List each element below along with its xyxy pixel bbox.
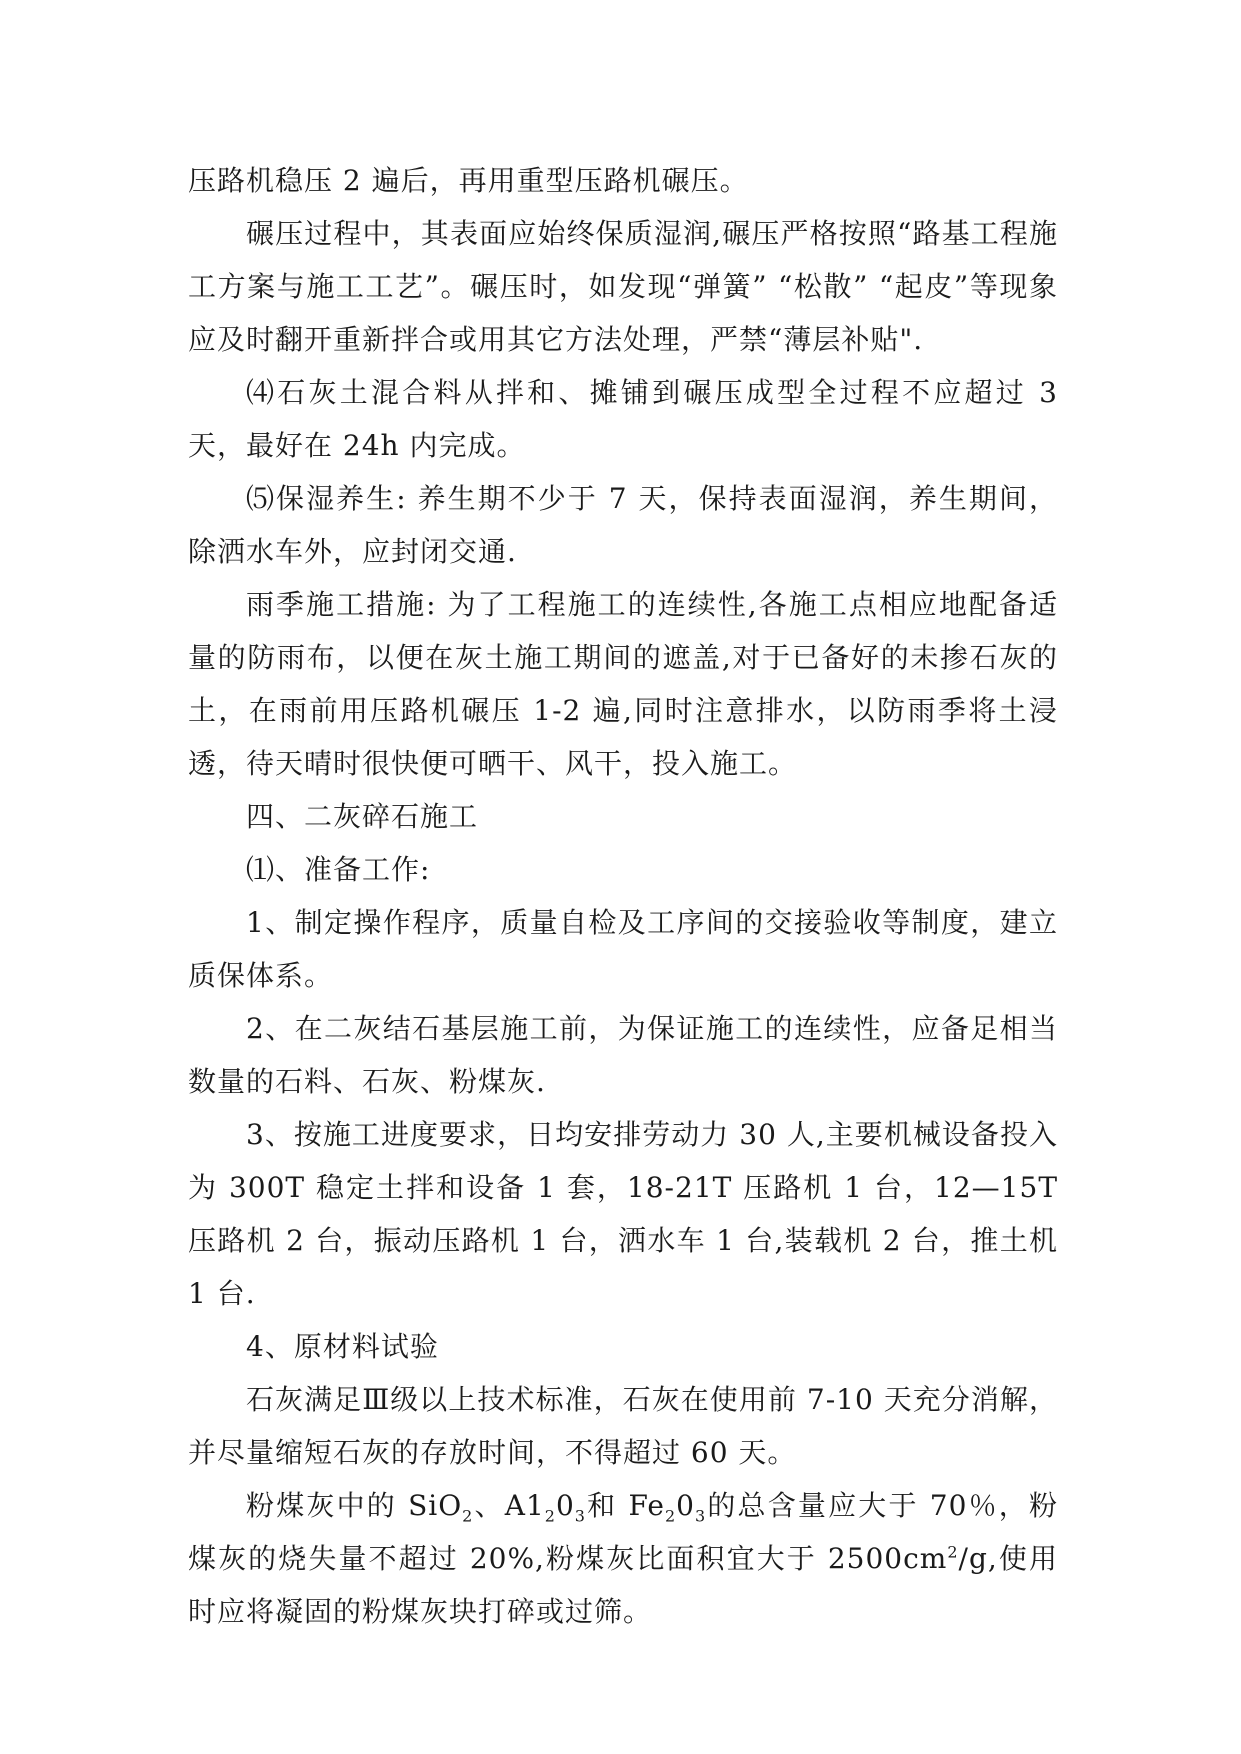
paragraph-10: 4、原材料试验 <box>246 1330 439 1363</box>
paragraph-4: ⑸保湿养生: 养生期不少于 7 天，保持表面湿润，养生期间，除洒水车外，应封闭交通. <box>188 482 1058 568</box>
paragraph-1: 压路机稳压 2 遍后，再用重型压路机碾压。 <box>188 164 749 197</box>
paragraph-6: ⑴、准备工作: <box>246 853 431 886</box>
document-body <box>188 154 1058 1638</box>
paragraph-7: 1、制定操作程序，质量自检及工序间的交接验收等制度，建立质保体系。 <box>188 906 1058 992</box>
flyash-sub-3: 3 <box>574 1506 586 1526</box>
paragraph-flyash <box>188 1479 1058 1638</box>
flyash-text-7: /g,使用时应将凝固的粉煤灰块打碎或过筛。 <box>188 1542 1058 1628</box>
paragraph-3: ⑷石灰土混合料从拌和、摊铺到碾压成型全过程不应超过 3 天，最好在 24h 内完成。 <box>188 376 1058 462</box>
flyash-sup-1: 2 <box>947 1542 959 1562</box>
flyash-text-4: 和 Fe <box>585 1489 665 1522</box>
paragraph-5: 雨季施工措施: 为了工程施工的连续性,各施工点相应地配备适量的防雨布，以便在灰土施工期间的遮盖,对于已备好的未掺石灰的土，在雨前用压路机碾压 1-2 遍,同时注意排水，以防雨季将土浸透，待天晴时很快便可晒干、风干，投入施工。 <box>188 588 1058 780</box>
paragraph-8: 2、在二灰结石基层施工前，为保证施工的连续性，应备足相当数量的石料、石灰、粉煤灰. <box>188 1012 1058 1098</box>
paragraph-2: 碾压过程中，其表面应始终保质湿润,碾压严格按照“路基工程施工方案与施工工艺”。碾压时，如发现“弹簧” “松散” “起皮”等现象应及时翻开重新拌合或用其它方法处理，严禁“薄层补贴". <box>188 217 1058 356</box>
flyash-text-6: 的总含量应大于 70％，粉煤灰的烧失量不超过 20%,粉煤灰比面积宜大于 2500cm <box>188 1489 1058 1575</box>
flyash-text-2: 、A1 <box>473 1489 545 1522</box>
flyash-sub-5: 3 <box>694 1506 707 1526</box>
flyash-text-5: 0 <box>676 1489 695 1522</box>
paragraph-9: 3、按施工进度要求，日均安排劳动力 30 人,主要机械设备投入为 300T 稳定土拌和设备 1 套，18-21T 压路机 1 台，12—15T 压路机 2 台，振动压路机 1 台，洒水车 1 台,装载机 2 台，推土机 1 台. <box>188 1118 1058 1310</box>
paragraph-11: 石灰满足Ⅲ级以上技术标准，石灰在使用前 7-10 天充分消解，并尽量缩短石灰的存放时间，不得超过 60 天。 <box>188 1383 1058 1469</box>
flyash-text-1: 粉煤灰中的 SiO <box>246 1489 463 1522</box>
section-heading: 四、二灰碎石施工 <box>246 800 479 833</box>
flyash-text-3: 0 <box>555 1489 575 1522</box>
flyash-sub-4: 2 <box>664 1506 677 1526</box>
flyash-sub-1: 2 <box>462 1506 474 1526</box>
flyash-sub-2: 2 <box>544 1506 556 1526</box>
